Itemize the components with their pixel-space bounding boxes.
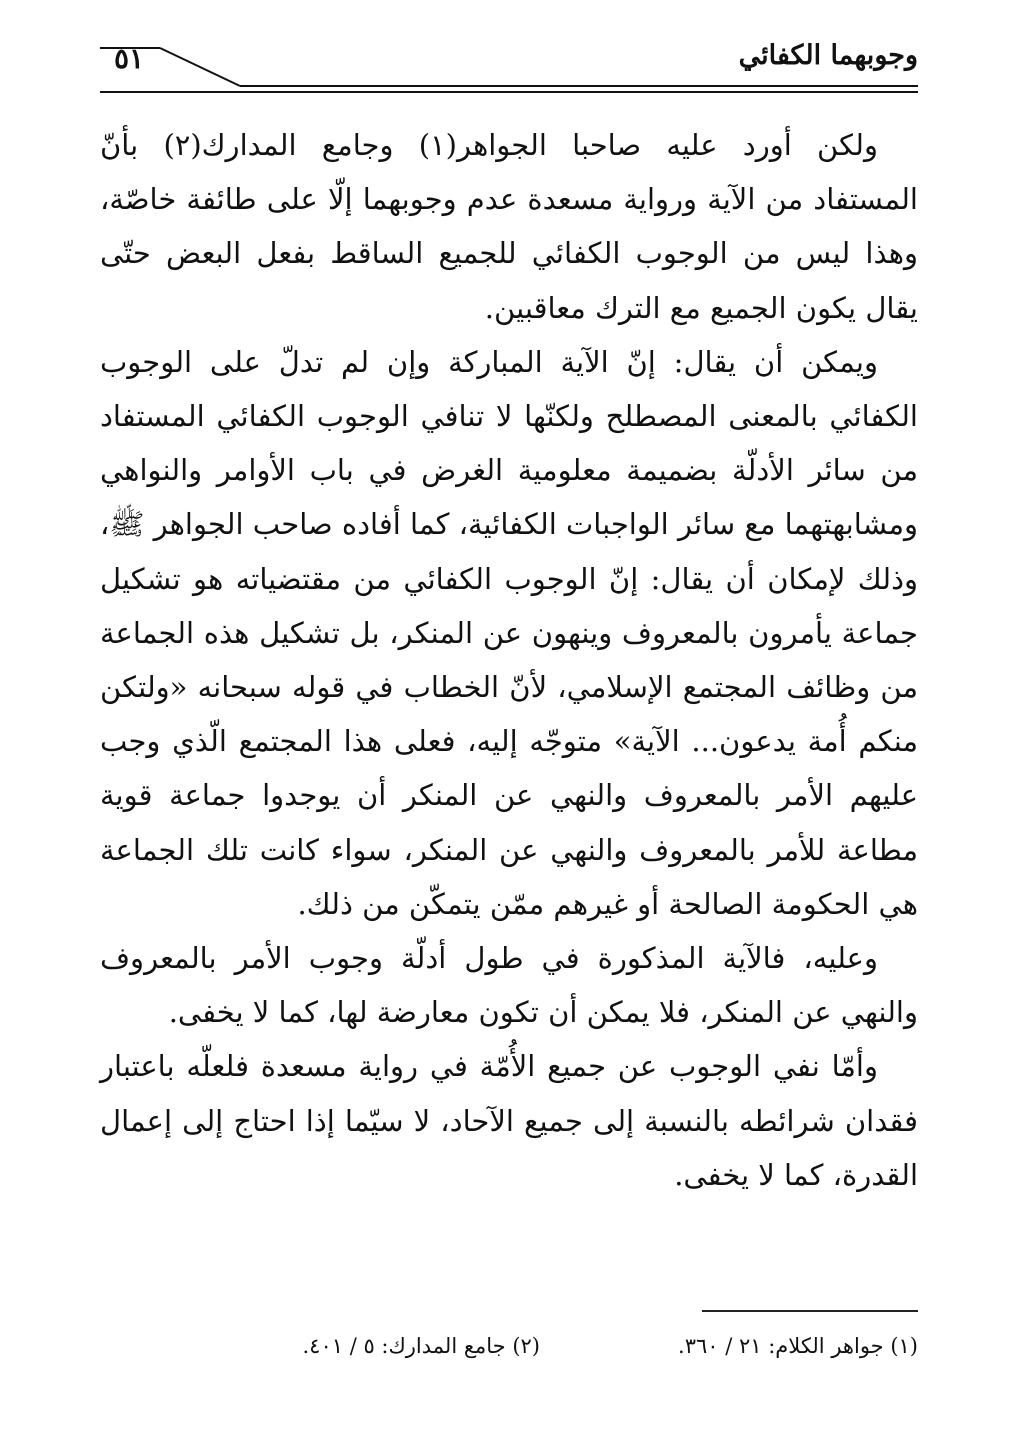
page-header [100,36,918,100]
footnote-separator [702,1310,918,1312]
paragraph-4: وأمّا نفي الوجوب عن جميع الأُمّة في رواية مسعدة فلعلّه باعتبار فقدان شرائطه بالنسبة إلى جميع الآحاد، لا سيّما إذا احتاج إلى إعمال القدرة، كما لا يخفى. [100,1049,918,1192]
paragraph-2: ويمكن أن يقال: إنّ الآية المباركة وإن لم تدلّ على الوجوب الكفائي بالمعنى المصطلح ولكنّها لا تنافي الوجوب الكفائي المستفاد من سائر الأدلّة بضميمة معلومية الغرض في باب الأوامر والنواهي ومشابهتهما مع سائر الواجبات الكفائية، كما أفاده صاحب الجواهر ﷺ، وذلك لإمكان أن يقال: إنّ الوجوب الكفائي من مقتضياته هو تشكيل جماعة يأمرون بالمعروف وينهون عن المنكر، بل تشكيل هذه الجماعة من وظائف المجتمع الإسلامي، لأنّ الخطاب في قوله سبحانه «ولتكن منكم أُمة يدعون... الآية» متوجّه إليه، فعلى هذا المجتمع الّذي وجب عليهم الأمر بالمعروف والنهي عن المنكر أن يوجدوا جماعة قوية مطاعة للأمر بالمعروف والنهي عن المنكر، سواء كانت تلك الجماعة هي الحكومة الصالحة أو غيرهم ممّن يتمكّن من ذلك. [100,344,918,921]
paragraph-3: وعليه، فالآية المذكورة في طول أدلّة وجوب الأمر بالمعروف والنهي عن المنكر، فلا يمكن أن تكون معارضة لها، كما لا يخفى. [100,941,918,1030]
footnote-1: (١) جواهر الكلام: ٢١ / ٣٦٠. [678,1334,918,1358]
footnote-2: (٢) جامع المدارك: ٥ / ٤٠١. [302,1334,540,1358]
main-text [100,118,918,1202]
page-number: ٥١ [114,42,145,75]
running-title: وجوبهما الكفائي [738,40,918,71]
footnotes [100,1334,918,1374]
paragraph-1: ولكن أورد عليه صاحبا الجواهر(١) وجامع المدارك(٢) بأنّ المستفاد من الآية ورواية مسعدة عدم وجوبهما إلّا على طائفة خاصّة، وهذا ليس من الوجوب الكفائي للجميع الساقط بفعل البعض حتّى يقال يكون الجميع مع الترك معاقبين. [100,128,918,325]
